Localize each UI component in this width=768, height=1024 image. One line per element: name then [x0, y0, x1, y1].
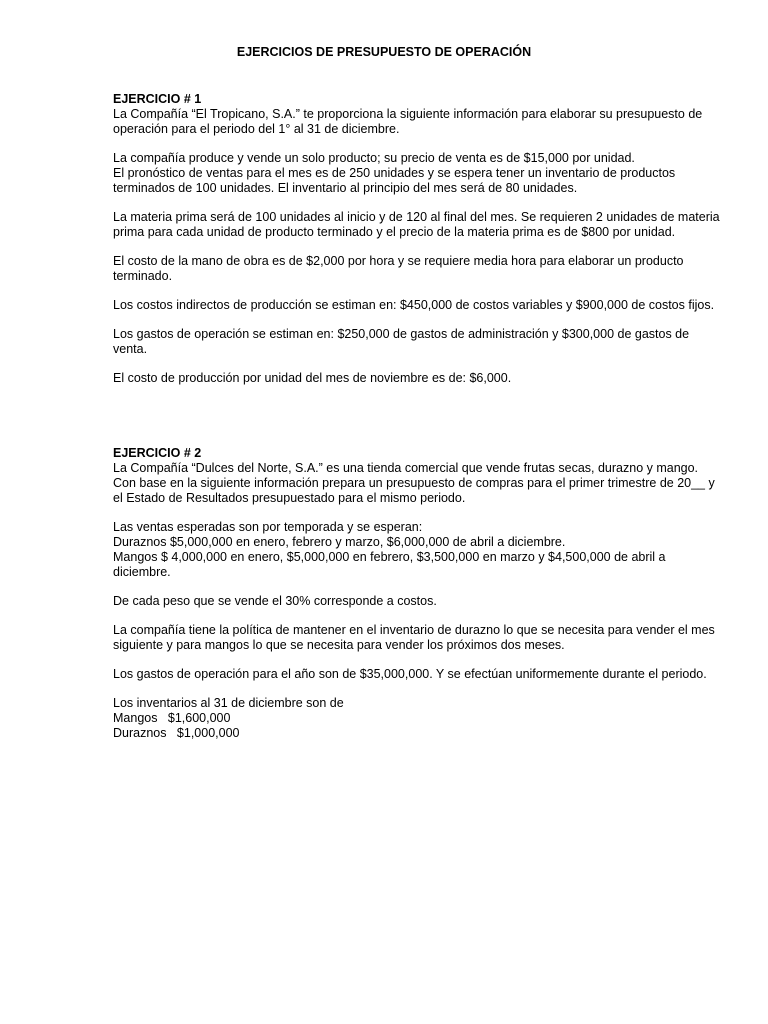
text-line: De cada peso que se vende el 30% corresponde a costos.: [113, 594, 437, 608]
text-line: Los gastos de operación se estiman en: $250,000 de gastos de administración y $300,000 de gastos de: [113, 327, 690, 341]
text-line: El pronóstico de ventas para el mes es de 250 unidades y se espera tener un inventario de productos: [113, 166, 676, 180]
text-line: El costo de producción por unidad del mes de noviembre es de: $6,000.: [113, 371, 512, 385]
text-line: terminados de 100 unidades. El inventario al principio del mes será de 80 unidades.: [113, 181, 578, 195]
paragraph: [113, 107, 733, 137]
paragraph: [113, 461, 733, 506]
paragraph: [113, 667, 733, 682]
text-line: Mangos $1,600,000: [113, 711, 231, 725]
document-title: EJERCICIOS DE PRESUPUESTO DE OPERACIÓN: [236, 45, 532, 59]
paragraph-gap: [113, 580, 733, 594]
exercise-1-body: [113, 107, 733, 386]
paragraph: [113, 298, 733, 313]
text-line: Los inventarios al 31 de diciembre son de: [113, 696, 344, 710]
paragraph-gap: [113, 682, 733, 696]
text-line: prima para cada unidad de producto terminado y el precio de la materia prima es de $800 por unidad.: [113, 225, 676, 239]
exercise-2-body: [113, 461, 733, 741]
paragraph-gap: [113, 357, 733, 371]
exercise-2: [113, 446, 733, 741]
text-line: Los gastos de operación para el año son de $35,000,000. Y se efectúan uniformemente durante el periodo.: [113, 667, 707, 681]
text-line: La Compañía “El Tropicano, S.A.” te proporciona la siguiente información para elaborar su presupuesto de: [113, 107, 703, 121]
text-line: siguiente y para mangos lo que se necesita para vender los próximos dos meses.: [113, 638, 565, 652]
paragraph-gap: [113, 137, 733, 151]
text-line: Duraznos $1,000,000: [113, 726, 240, 740]
paragraph-gap: [113, 240, 733, 254]
exercise-1: [113, 92, 733, 386]
paragraph-gap: [113, 196, 733, 210]
text-line: La compañía tiene la política de mantener en el inventario de durazno lo que se necesita para vender el mes: [113, 623, 715, 637]
text-line: operación para el periodo del 1° al 31 de diciembre.: [113, 122, 400, 136]
text-line: La Compañía “Dulces del Norte, S.A.” es una tienda comercial que vende frutas secas, durazno y mango.: [113, 461, 699, 475]
exercise-2-heading: EJERCICIO # 2: [113, 446, 202, 460]
text-line: terminado.: [113, 269, 173, 283]
text-line: La materia prima será de 100 unidades al inicio y de 120 al final del mes. Se requieren 2 unidades de materia: [113, 210, 720, 224]
paragraph: [113, 594, 733, 609]
text-line: diciembre.: [113, 565, 171, 579]
text-line: La compañía produce y vende un solo producto; su precio de venta es de $15,000 por unidad.: [113, 151, 635, 165]
text-line: Con base en la siguiente información prepara un presupuesto de compras para el primer trimestre de 20__ y: [113, 476, 715, 490]
paragraph-gap: [113, 506, 733, 520]
paragraph-gap: [113, 653, 733, 667]
paragraph: [113, 696, 733, 741]
paragraph: [113, 371, 733, 386]
text-line: Los costos indirectos de producción se estiman en: $450,000 de costos variables y $900,000 de costos fijos.: [113, 298, 715, 312]
paragraph: [113, 254, 733, 284]
paragraph: [113, 210, 733, 240]
text-line: venta.: [113, 342, 148, 356]
paragraph-gap: [113, 313, 733, 327]
paragraph: [113, 623, 733, 653]
paragraph-gap: [113, 609, 733, 623]
paragraph-gap: [113, 284, 733, 298]
paragraph: [113, 327, 733, 357]
text-line: Mangos $ 4,000,000 en enero, $5,000,000 en febrero, $3,500,000 en marzo y $4,500,000 de abril a: [113, 550, 666, 564]
paragraph: [113, 151, 733, 196]
text-line: Duraznos $5,000,000 en enero, febrero y marzo, $6,000,000 de abril a diciembre.: [113, 535, 566, 549]
paragraph: [113, 520, 733, 580]
text-line: el Estado de Resultados presupuestado para el mismo periodo.: [113, 491, 466, 505]
text-line: Las ventas esperadas son por temporada y se esperan:: [113, 520, 423, 534]
text-line: El costo de la mano de obra es de $2,000 por hora y se requiere media hora para elaborar un producto: [113, 254, 684, 268]
exercise-1-heading: EJERCICIO # 1: [113, 92, 202, 106]
